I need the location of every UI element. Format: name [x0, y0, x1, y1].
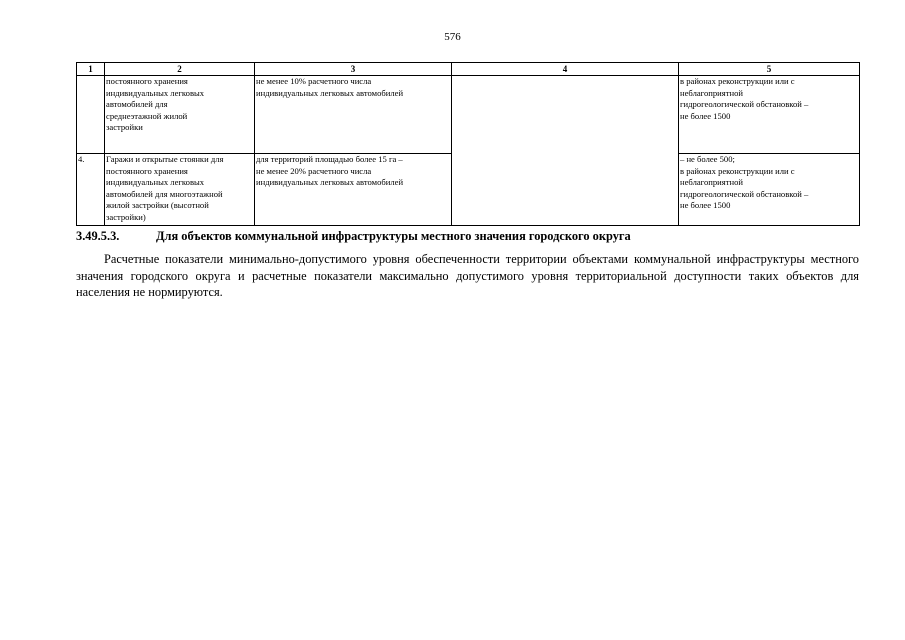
object-cell: постоянного хранения индивидуальных легковых автомобилей для среднеэтажной жилой застройки	[105, 76, 255, 154]
accessibility-cell: – не более 500; в районах реконструкции или с неблагоприятной гидрогеологической обстановкой – не более 1500	[679, 154, 860, 226]
table-header-row	[77, 63, 860, 76]
section-number: 3.49.5.3.	[76, 229, 120, 243]
column-header: 1	[77, 63, 105, 76]
capacity-cell: для территорий площадью более 15 га – не менее 20% расчетного числа индивидуальных легковых автомобилей	[255, 154, 452, 226]
accessibility-cell: в районах реконструкции или с неблагоприятной гидрогеологической обстановкой – не более 1500	[679, 76, 860, 154]
page-number: 576	[444, 31, 461, 43]
column-header: 5	[679, 63, 860, 76]
column-header: 3	[255, 63, 452, 76]
table-row	[77, 76, 860, 154]
object-cell: Гаражи и открытые стоянки для постоянного хранения индивидуальных легковых автомобилей для многоэтажной жилой застройки (высотной застройки)	[105, 154, 255, 226]
section-heading	[76, 229, 859, 244]
norms-table	[76, 62, 860, 226]
row-number-cell: 4.	[77, 154, 105, 226]
column-header: 4	[452, 63, 679, 76]
row-number-cell	[77, 76, 105, 154]
column-4-cell	[452, 76, 679, 226]
column-header: 2	[105, 63, 255, 76]
section-paragraph: Расчетные показатели минимально-допустимого уровня обеспеченности территории объектами коммунальной инфраструктуры местного значения городского округа и расчетные показатели максимально допустимого уровня территориальной доступности таких объектов для населения не нормируются.	[76, 252, 859, 299]
section-title: Для объектов коммунальной инфраструктуры местного значения городского округа	[156, 229, 631, 243]
capacity-cell: не менее 10% расчетного числа индивидуальных легковых автомобилей	[255, 76, 452, 154]
